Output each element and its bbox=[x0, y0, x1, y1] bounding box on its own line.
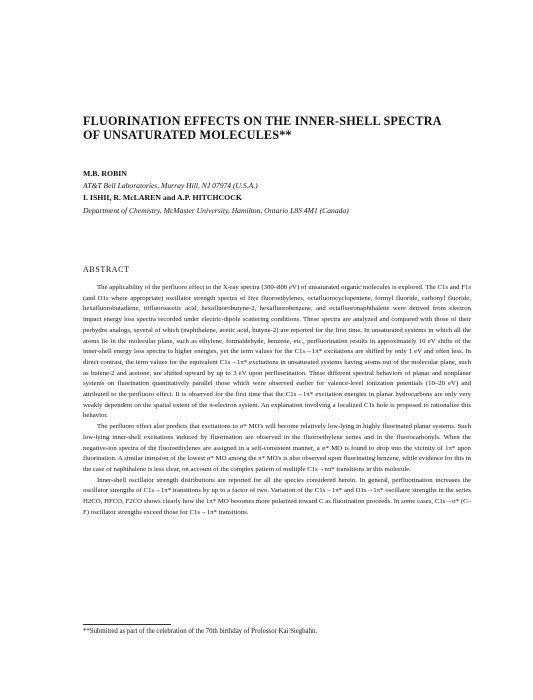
title-line-1: FLUORINATION EFFECTS ON THE INNER-SHELL SPECTRA bbox=[83, 114, 442, 128]
author-affiliation: Department of Chemistry, McMaster University, Hamilton, Ontario L8S 4M1 (Canada) bbox=[83, 205, 349, 215]
abstract-paragraph: Inner-shell oscillator strength distributions are reported for all the species considered herein. In general, perfluorination increases the oscillator strengths of C1s→1π* transitions by up to a factor of two. Variation of the C1s→1π* and O1s→1π* oscillator strengths in the series H2CO, HFCO, F2CO shows clearly how the 1π* MO becomes more polarized toward C as fluorination proceeds. In some cases, C1s→σ* (C–F) oscillator strengths exceed those for C1s→1π* transitions. bbox=[83, 476, 471, 516]
paper-title bbox=[83, 114, 483, 142]
abstract-heading: ABSTRACT bbox=[83, 265, 130, 274]
author-block bbox=[83, 168, 503, 217]
author-affiliation: AT&T Bell Laboratories, Murray Hill, NJ 07974 (U.S.A.) bbox=[83, 181, 258, 191]
abstract-paragraph: The perfluoro effect also predicts that excitations to σ* MO's will become relatively low-lying in highly fluorinated planar systems. Such low-lying inner-shell excitations induced by fluorination are observed in the fluoroethylene series and in the fluorocarbonyls. When the negative-ion spectra of the fluoroethylenes are assigned in a self-consistent manner, a σ* MO is found to drop into the vicinity of 1π* upon fluorination. A similar intrusion of the lowest σ* MO among the π* MO's is also observed upon fluorinating benzene, while evidence for this in the case of naphthalene is less clear, on account of the complex pattern of multiple C1s→nπ* transitions in this molecule. bbox=[83, 423, 471, 473]
abstract-paragraph: The applicability of the perfluoro effect to the X-ray spectra (300–800 eV) of unsaturated organic molecules is explored. The C1s and F1s (and O1s where appropriate) oscillator strength spectra of five fluoroethylenes, octafluorocyclopentene, formyl fluoride, carbonyl fluoride, hexafluorobutadiene, trifluoroacetic acid, hexafluorobutyne-2, hexafluorobenzene, and octafluoronaphthalene were derived from electron impact energy loss spectra recorded under electric-dipole scattering conditions. These spectra are analyzed and compared with those of their perhydro analogs, several of which (naphthalene, acetic acid, butyne-2) are reported for the first time. In unsaturated systems in which all the atoms lie in the molecular plane, such as ethylene, formaldehyde, benzene, etc., perfluorination results in approximately 10 eV shifts of the inner-shell energy loss spectra to higher energies, yet the term values for the C1s→1π* excitations are shifted by only 1 eV and often less. In direct contrast, the term values for the equivalent C1s→1π* excitations in unsaturated systems having atoms out of the molecular plane, such as butene-2 and acetone, are shifted upward by up to 3 eV upon perfluorination. These different spectral behaviors of planar and nonplanar systems on fluorination quantitatively parallel those which were observed earlier for valence-level ionization potentials (10–20 eV) and attributed to the perfluoro effect. It is observed for the first time that the C1s→1π* excitation energies in planar hydrocarbons are only very weakly dependent on the spatial extent of the π-electron system. An explanation involving a localized C1s hole is proposed to rationalize this behavior. bbox=[83, 284, 471, 420]
footnote: **Submitted as part of the celebration of the 70th birthday of Professor Kai Siegbahn. bbox=[83, 628, 318, 635]
author-names: I. ISHII, R. McLAREN and A.P. HITCHCOCK bbox=[83, 193, 242, 203]
author-names: M.B. ROBIN bbox=[83, 169, 127, 178]
abstract-body bbox=[83, 283, 471, 518]
footnote-rule bbox=[83, 624, 171, 625]
title-line-2: OF UNSATURATED MOLECULES** bbox=[83, 128, 292, 142]
